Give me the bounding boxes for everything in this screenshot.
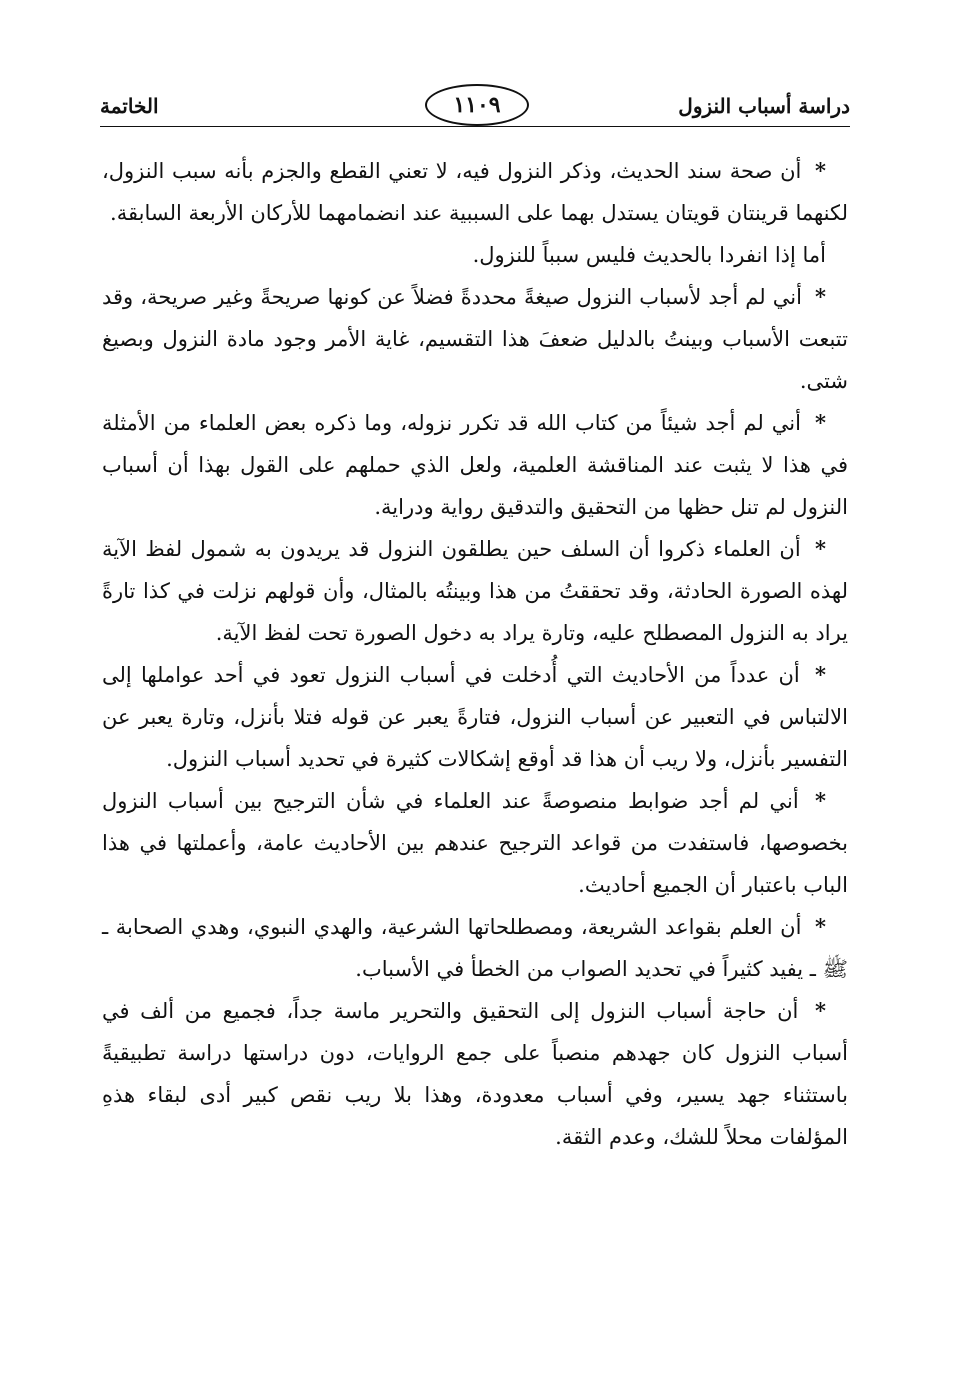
bullet-marker: *	[815, 536, 826, 561]
header-divider	[100, 126, 850, 127]
bullet-marker: *	[815, 788, 826, 813]
paragraph-text: أني لم أجد لأسباب النزول صيغةً محددةً فضلاً عن كونها صريحةً وغير صريحة، وقد تتبعت الأسباب وبينتُ بالدليل ضعفَ هذا التقسيم، غاية الأمر وجود مادة النزول وبصيغ شتى.	[102, 285, 848, 393]
paragraph	[102, 780, 848, 906]
paragraph-text: أني لم أجد ضوابط منصوصةً عند العلماء في شأن الترجيح بين أسباب النزول بخصوصها، فاستفدت من قواعد الترجيح عندهم بين الأحاديث عامة، وأعملتها في هذا الباب باعتبار أن الجميع أحاديث.	[102, 789, 848, 897]
paragraph	[102, 234, 848, 276]
paragraph-text: أن العلم بقواعد الشريعة، ومصطلحاتها الشرعية، والهدي النبوي، وهدي الصحابة ـ ﷺ ـ يفيد كثيراً في تحديد الصواب من الخطأ في الأسباب.	[102, 915, 848, 981]
bullet-marker: *	[815, 284, 826, 309]
paragraph-text: أن صحة سند الحديث، وذكر النزول فيه، لا تعني القطع والجزم بأنه سبب النزول، لكنهما قرينتان قويتان يستدل بهما على السببية عند انضمامهما للأركان الأربعة السابقة.	[102, 159, 848, 225]
bullet-marker: *	[815, 410, 826, 435]
paragraph	[102, 528, 848, 654]
page-header	[100, 82, 850, 138]
paragraph	[102, 990, 848, 1158]
paragraph	[102, 150, 848, 234]
paragraph-text: أن حاجة أسباب النزول إلى التحقيق والتحرير ماسة جداً، فجميع من ألف في أسباب النزول كان جهدهم منصباً على جمع الروايات، دون دراستها دراسة تطبيقيةً باستثناء جهد يسير، وفي أسباب معدودة، وهذا بلا ريب نقص كبير أدى لبقاء هذهِ المؤلفات محلاً للشك، وعدم الثقة.	[102, 999, 848, 1149]
bullet-marker: *	[815, 998, 826, 1023]
running-title: دراسة أسباب النزول	[678, 94, 850, 118]
paragraph-text: أني لم أجد شيئاً من كتاب الله قد تكرر نزوله، وما ذكره بعض العلماء من الأمثلة في هذا لا يثبت عند المناقشة العلمية، ولعل الذي حملهم على القول بهذا أن أسباب النزول لم تنل حظها من التحقيق والتدقيق رواية ودراية.	[102, 411, 848, 519]
paragraph	[102, 402, 848, 528]
body-text	[102, 150, 848, 1158]
paragraph	[102, 276, 848, 402]
bullet-marker: *	[815, 662, 826, 687]
paragraph-text: أما إذا انفردا بالحديث فليس سبباً للنزول.	[472, 243, 826, 267]
bullet-marker: *	[815, 158, 826, 183]
bullet-marker: *	[815, 914, 826, 939]
paragraph	[102, 654, 848, 780]
page-number: ١١٠٩	[425, 84, 529, 126]
paragraph	[102, 906, 848, 990]
paragraph-text: أن العلماء ذكروا أن السلف حين يطلقون النزول قد يريدون به شمول لفظ الآية لهذه الصورة الحادثة، وقد تحققتُ من هذا وبينتُه بالمثال، وأن قولهم نزلت في كذا تارةً يراد به النزول المصطلح عليه، وتارة يراد به دخول الصورة تحت لفظ الآية.	[102, 537, 848, 645]
chapter-title: الخاتمة	[100, 94, 159, 118]
paragraph-text: أن عدداً من الأحاديث التي أُدخلت في أسباب النزول تعود في أحد عواملها إلى الالتباس في التعبير عن أسباب النزول، فتارةً يعبر عن قوله فتلا بأنزل، وتارة يعبر عن التفسير بأنزل، ولا ريب أن هذا قد أوقع إشكالات كثيرة في تحديد أسباب النزول.	[102, 663, 848, 771]
